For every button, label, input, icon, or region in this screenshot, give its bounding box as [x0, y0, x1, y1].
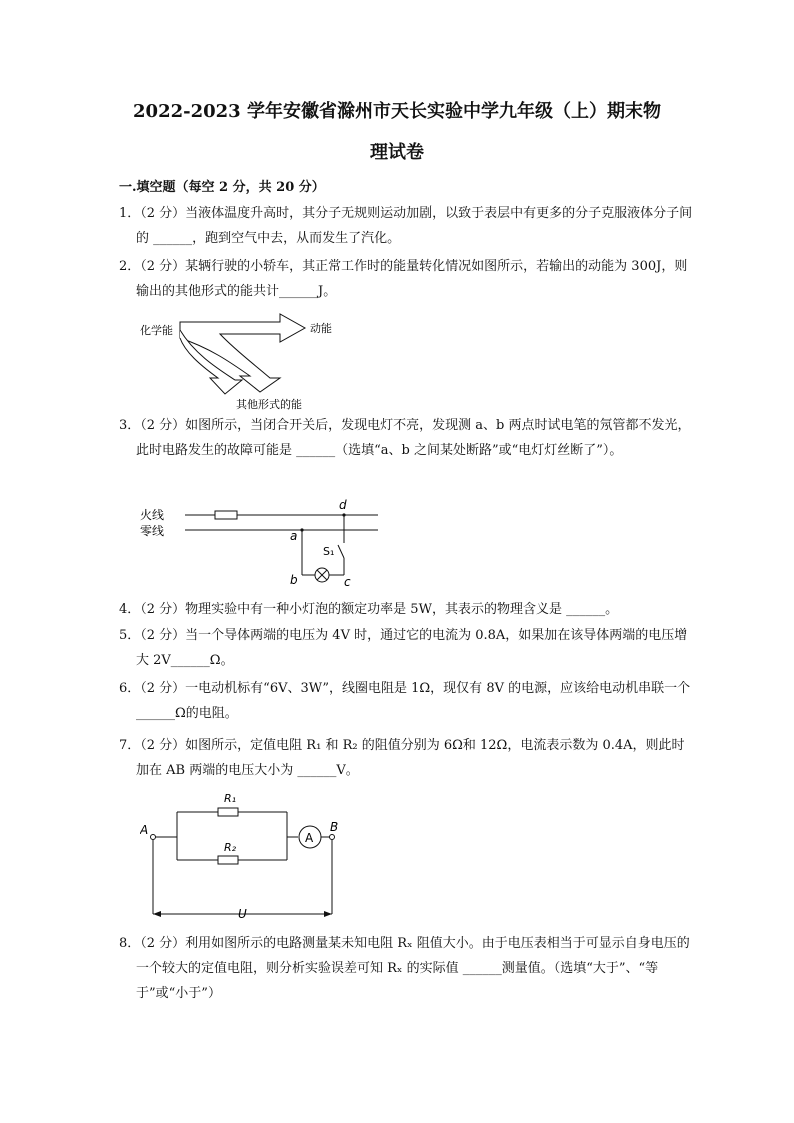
- resistor-r1: [218, 808, 238, 816]
- parallel-circuit: [140, 790, 360, 925]
- label-other: 其他形式的能: [236, 398, 302, 410]
- fuse: [215, 511, 237, 519]
- label-U: U: [238, 907, 247, 921]
- label-a: a: [290, 529, 298, 543]
- label-s1: S₁: [323, 545, 335, 558]
- question-4: 4．（2 分）物理实验中有一种小灯泡的额定功率是 5W，其表示的物理含义是 ______。: [119, 602, 619, 617]
- label-B: B: [330, 820, 339, 834]
- question-1: 1．（2 分）当液体温度升高时，其分子无规则运动加剧，以致于表层中有更多的分子克服液体分子间的 ______，跑到空气中去，从而发生了汽化。: [119, 206, 693, 246]
- label-r1: R₁: [224, 792, 237, 805]
- question-5: 5．（2 分）当一个导体两端的电压为 4V 时，通过它的电流为 0.8A，如果加在该导体两端的电压增大 2V______Ω。: [119, 628, 688, 668]
- label-chemical: 化学能: [140, 324, 173, 337]
- label-neutral: 零线: [140, 524, 165, 538]
- label-r2: R₂: [224, 841, 237, 854]
- section-heading: 一.填空题（每空 2 分，共 20 分）: [119, 180, 325, 195]
- question-2: 2．（2 分）某辆行驶的小轿车，其正常工作时的能量转化情况如图所示，若输出的动能为 300J，则输出的其他形式的能共计______J。: [119, 259, 688, 299]
- ammeter-label: A: [305, 831, 314, 845]
- page-title: 2022-2023 学年安徽省滁州市天长实验中学九年级（上）期末物: [133, 101, 661, 122]
- question-8: 8．（2 分）利用如图所示的电路测量某未知电阻 Rₓ 阻值大小。由于电压表相当于可显示自身电压的一个较大的定值电阻，则分析实验误差可知 Rₓ 的实际值 ______测量值。（选填“大于”、“等于”或“小于”）: [119, 936, 690, 1001]
- energy-diagram: [140, 310, 360, 410]
- label-live: 火线: [140, 508, 165, 522]
- label-A: A: [140, 823, 149, 837]
- question-6: 6．（2 分）一电动机标有“6V、3W”，线圈电阻是 1Ω，现仅有 8V 的电源，应该给电动机串联一个 ______Ω的电阻。: [119, 681, 691, 721]
- label-b: b: [290, 573, 298, 587]
- label-d: d: [339, 498, 347, 512]
- question-3: 3．（2 分）如图所示，当闭合开关后，发现电灯不亮，发现测 a、b 两点时试电笔的氖管都不发光，此时电路发生的故障可能是 ______（选填“a、b 之间某处断路”或“电灯灯丝断了”）。: [119, 418, 691, 458]
- resistor-r2: [218, 856, 238, 864]
- label-c: c: [344, 575, 351, 589]
- household-circuit: [140, 498, 390, 590]
- page-title-line2: 理试卷: [370, 142, 424, 163]
- label-kinetic: 动能: [310, 322, 332, 335]
- question-7: 7．（2 分）如图所示，定值电阻 R₁ 和 R₂ 的阻值分别为 6Ω和 12Ω，电流表示数为 0.4A，则此时加在 AB 两端的电压大小为 ______V。: [119, 738, 685, 778]
